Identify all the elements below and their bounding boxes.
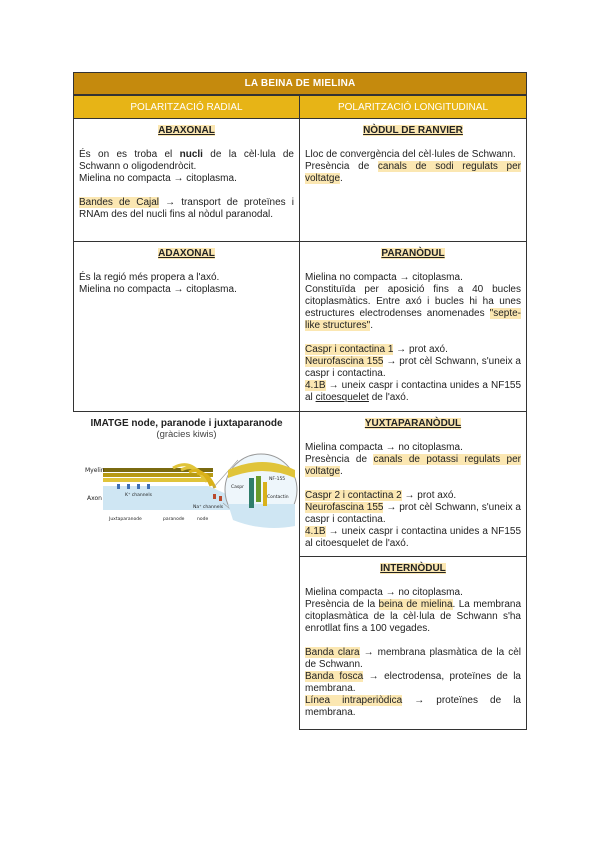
paranode-line-2: Constituïda per aposició fins a 40 bucles citoplasmàtics. Entre axó i bucles hi ha unes estructures electrodenses anomenades "septe-like structures". [305,284,521,331]
image-block [73,416,300,536]
table-title: LA BEINA DE MIELINA [73,72,527,95]
node-line-2: Presència de canals de sodi regulats per voltatge. [305,161,521,184]
juxtaparanode-cell [299,411,527,557]
paranode-line-1: Mielina no compacta → citoplasma. [305,272,463,283]
label-contactin: Contactin [267,495,289,500]
abaxonal-line-3: Bandes de Cajal → transport de proteïnes i RNAm des del nucli fins al nòdul paranodal. [79,197,294,220]
adaxonal-line-1: És la regió més propera a l'axó. [79,272,220,283]
internode-line-3: Banda clara → membrana plasmàtica de la cèl de Schwann. [305,647,521,670]
paranode-line-5: 4.1B → uneix caspr i contactina unides a NF155 al citoesquelet de l'axó. [305,380,521,403]
internode-title: INTERNÒDUL [380,563,446,574]
paranode-line-4: Neurofascina 155 → prot cèl Schwann, s'uneix a caspr i contactina. [305,356,521,379]
internode-line-2: Presència de la beina de mielina. La membrana citoplasmàtica de la cèl·lula de Schwann s'ha enrotllat fins a 100 vegades. [305,599,521,634]
juxtaparanode-line-5: 4.1B → uneix caspr i contactina unides a NF155 al citoesquelet de l'axó. [305,526,521,549]
internode-line-1: Mielina compacta → no citoplasma. [305,587,463,598]
abaxonal-line-1: És on es troba el nucli de la cèl·lula de Schwann o oligodendròcit. [79,149,294,172]
label-axon: Axon [87,495,102,502]
juxtaparanode-line-1: Mielina compacta → no citoplasma. [305,442,463,453]
paranode-line-3: Caspr i contactina 1 → prot axó. [305,344,448,355]
juxtaparanode-title: YUXTAPARANÒDUL [364,418,462,429]
image-title: IMATGE node, paranode i juxtaparanode [90,418,283,429]
adaxonal-title: ADAXONAL [158,248,215,259]
label-na-channels: Na⁺ channels [193,505,224,510]
abaxonal-title: ABAXONAL [158,125,215,136]
label-myelin: Myelin [85,467,105,474]
label-k-channels: K⁺ channels [125,493,152,498]
paranode-title: PARANÒDUL [381,248,445,259]
juxtaparanode-line-3: Caspr 2 i contactina 2 → prot axó. [305,490,457,501]
column-header-longitudinal: POLARITZACIÓ LONGITUDINAL [299,95,527,119]
node-line-1: Lloc de convergència del cèl·lules de Schwann. [305,149,516,160]
node-title: NÒDUL DE RANVIER [363,125,463,136]
node-diagram [73,448,300,534]
label-node: node [197,517,209,522]
label-caspr: Caspr [231,485,244,490]
label-juxtaparanode: Juxtaparanode [109,517,142,522]
juxtaparanode-line-2: Presència de canals de potassi regulats per voltatge. [305,454,521,477]
label-paranode: paranode [163,517,185,522]
abaxonal-cell [73,118,300,242]
abaxonal-line-2: Mielina no compacta → citoplasma. [79,173,237,184]
internode-cell [299,556,527,730]
juxtaparanode-line-4: Neurofascina 155 → prot cèl Schwann, s'uneix a caspr i contactina. [305,502,521,525]
column-header-radial: POLARITZACIÓ RADIAL [73,95,300,119]
node-cell [299,118,527,242]
image-subtitle: (gràcies kiwis) [156,429,217,440]
internode-line-5: Línea intraperiòdica → proteïnes de la membrana. [305,695,521,718]
adaxonal-line-2: Mielina no compacta → citoplasma. [79,284,237,295]
label-nf155: NF-155 [269,477,286,482]
internode-line-4: Banda fosca → electrodensa, proteïnes de la membrana. [305,671,521,694]
paranode-cell [299,241,527,412]
adaxonal-cell [73,241,300,412]
